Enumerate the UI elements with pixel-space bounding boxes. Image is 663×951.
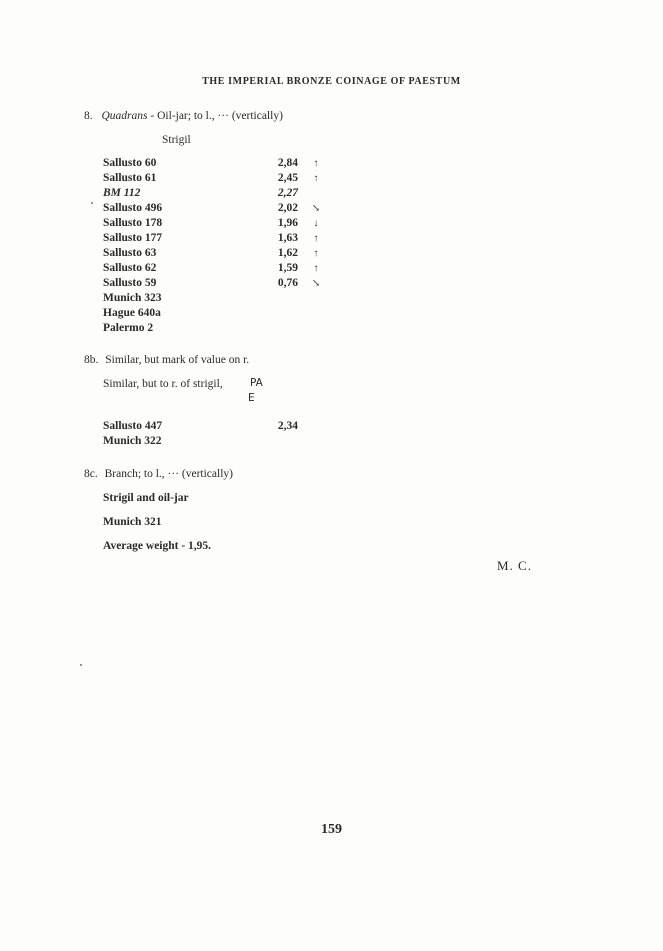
obverse-description: - Oil-jar; to l., ··· (vertically) [147,110,283,122]
average-weight: Average weight - 1,95. [103,540,212,552]
reverse-description: Strigil [162,134,191,146]
specimen-name: Munich 322 [103,435,162,447]
specimen-name: Sallusto 177 [103,232,163,244]
entry-number: 8b. [84,354,99,366]
specimen-name: Sallusto 447 [103,420,163,432]
reverse-description: Similar, but to r. of strigil, [103,378,223,390]
specimen-weight: 0,76 [277,277,298,289]
obverse-description: Branch; to l., ··· (vertically) [104,468,233,480]
denomination: Quadrans [101,110,148,122]
specimen-weight: 2,34 [277,420,298,432]
speck [80,664,82,666]
die-axis-arrow: ↑ [313,173,319,184]
entry-number: 8. [84,110,93,122]
die-axis-arrow: ↘ [311,203,321,214]
specimen-weight: 2,84 [277,157,298,169]
specimen-name: Sallusto 62 [103,262,157,274]
specimen-name: Sallusto 496 [103,202,163,214]
entry-number: 8c. [84,468,98,480]
specimen-name: Sallusto 63 [103,247,157,259]
monogram-top: PA [250,377,263,389]
die-axis-arrow: ↑ [313,158,319,169]
specimen-weight: 2,27 [277,187,298,199]
specimen-weight: 1,96 [277,217,298,229]
obverse-description: Similar, but mark of value on r. [105,354,250,366]
speck [91,202,93,204]
specimen-weight: 2,02 [277,202,298,214]
specimen-name: Sallusto 59 [103,277,157,289]
die-axis-arrow: ↑ [313,263,319,274]
page-number: 159 [321,822,342,837]
specimen-name: Munich 323 [103,292,162,304]
running-head: THE IMPERIAL BRONZE COINAGE OF PAESTUM [202,76,461,87]
specimen-name: Sallusto 60 [103,157,157,169]
entry-8-heading [84,110,283,122]
specimen-name: Sallusto 178 [103,217,163,229]
die-axis-arrow: ↘ [311,278,321,289]
author-initials: M. C. [497,558,532,573]
specimen-weight: 2,45 [277,172,298,184]
entry-8b-heading [84,354,249,366]
die-axis-arrow: ↑ [313,248,319,259]
die-axis-arrow: ↓ [313,218,319,229]
entry-8c-heading [84,468,233,480]
specimen-name: Sallusto 61 [103,172,157,184]
specimen-name: BM 112 [103,187,141,199]
specimen-weight: 1,63 [277,232,298,244]
reverse-description: Strigil and oil-jar [103,492,189,504]
die-axis-arrow: ↑ [313,233,319,244]
monogram-bottom: E [248,392,255,404]
specimen-name: Hague 640a [103,307,161,319]
specimen-name: Palermo 2 [103,322,154,334]
specimen-name: Munich 321 [103,516,162,528]
specimen-weight: 1,59 [277,262,298,274]
specimen-weight: 1,62 [277,247,298,259]
